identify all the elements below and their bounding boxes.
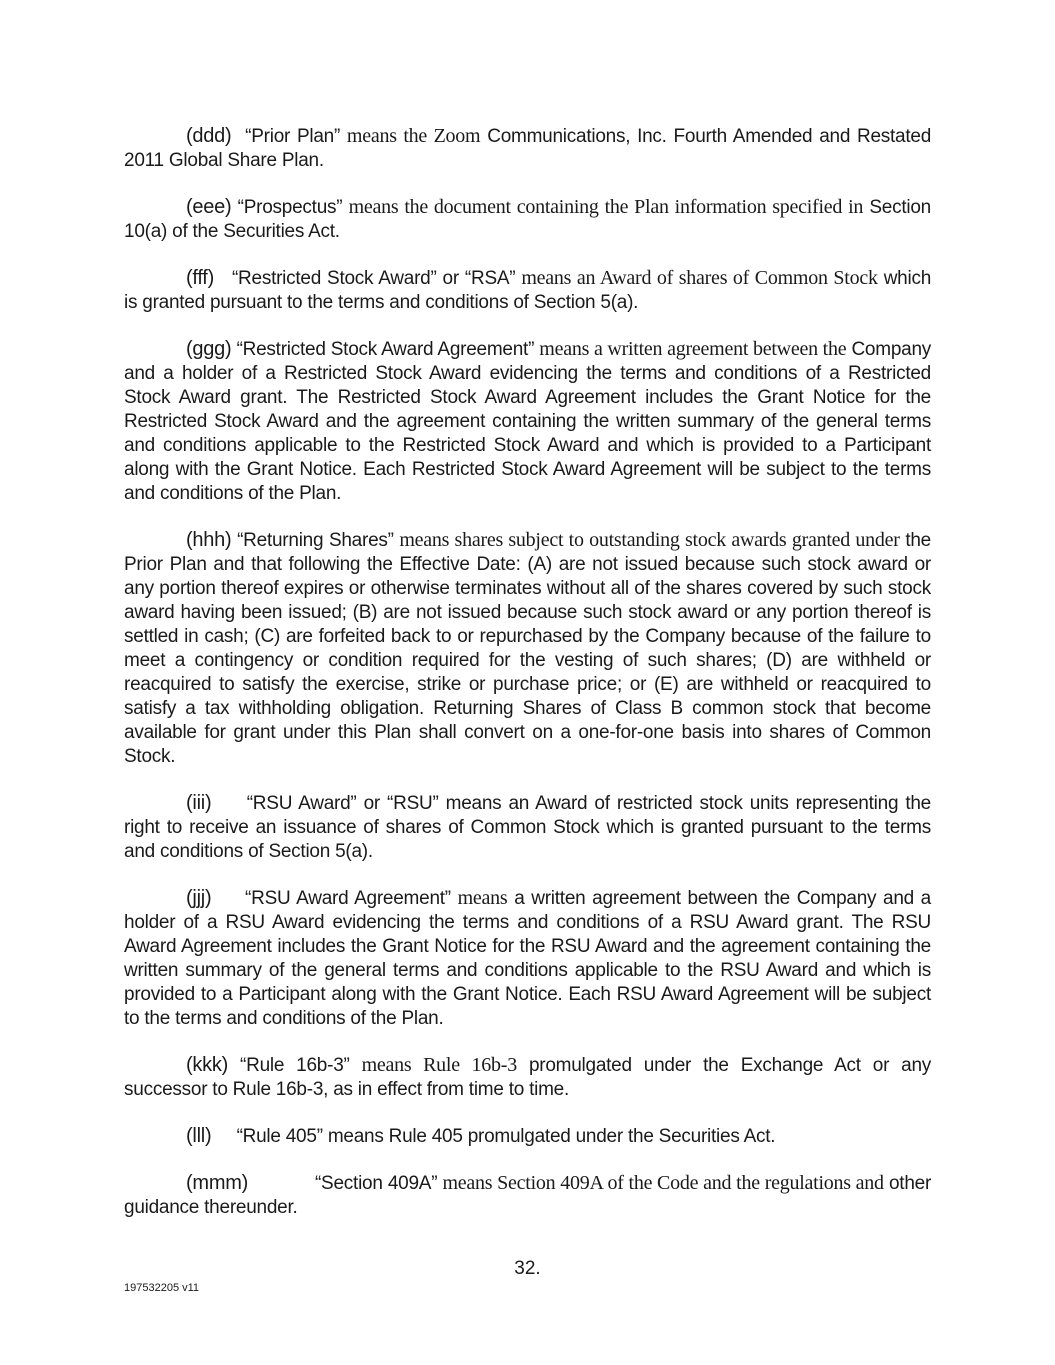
page-number: 32. [514, 1258, 541, 1279]
definition-eee [124, 195, 931, 244]
definition-text: which is granted pursuant to the terms and conditions of Section 5(a). [124, 268, 932, 313]
definition-means: means Section 409A of the Code and the regulations and [442, 1172, 884, 1194]
definition-term: “Prior Plan” [245, 126, 341, 147]
definition-text: Section 10(a) of the Securities Act. [124, 197, 931, 242]
definition-means: means Rule 405 promulgated under the Securities Act. [327, 1126, 776, 1147]
definition-iii [124, 791, 931, 864]
definition-text: promulgated under the Exchange Act or any successor to Rule 16b-3, as in effect from time to time. [124, 1055, 932, 1100]
definition-mmm [124, 1171, 931, 1220]
definition-means: means an Award of shares of Common Stock [521, 267, 878, 289]
definition-text: Communications, Inc. Fourth Amended and Restated 2011 Global Share Plan. [124, 126, 932, 171]
definition-number: (hhh) [186, 529, 232, 551]
definition-means: means shares subject to outstanding stock awards granted under [399, 529, 900, 551]
definition-ggg [124, 337, 931, 506]
definition-text: the Prior Plan and that following the Effective Date: (A) are not issued because such stock award or any portion thereof expires or otherwise terminates without all of the shares covered by such stock award having been issued; (B) are not issued because such stock award or any portion thereof is settled in cash; (C) are forfeited back to or repurchased by the Company because of the failure to meet a contingency or condition required for the vesting of such shares; (D) are withheld or reacquired to satisfy the exercise, strike or purchase price; or (E) are withheld or reacquired to satisfy a tax withholding obligation. Returning Shares of Class B common stock that become available for grant under this Plan shall convert on a one-for-one basis into shares of Common Stock. [124, 530, 931, 767]
definition-term: “Restricted Stock Award Agreement” [236, 339, 535, 360]
document-id: 197532205 v11 [124, 1282, 200, 1294]
definition-text: Company and a holder of a Restricted Stock Award evidencing the terms and conditions of a Restricted Stock Award grant. The Restricted Stock Award Agreement includes the Grant Notice for the Restricted Stock Award and the agreement containing the written summary of the general terms and conditions applicable to the Restricted Stock Award and which is provided to a Participant along with the Grant Notice. Each Restricted Stock Award Agreement will be subject to the terms and conditions of the Plan. [124, 339, 932, 504]
document-body [124, 124, 931, 1242]
definition-ddd [124, 124, 931, 173]
definition-hhh [124, 528, 931, 769]
definition-number: (fff) [186, 267, 215, 289]
definition-term: “Section 409A” [314, 1173, 438, 1194]
definition-means: means the Zoom [346, 125, 481, 147]
definition-term: “Rule 16b-3” [240, 1055, 350, 1076]
definition-term: “Rule 405” [236, 1126, 323, 1147]
definition-text: other guidance thereunder. [124, 1173, 932, 1218]
definition-number: (iii) [186, 792, 212, 814]
definition-term: “Restricted Stock Award” or “RSA” [231, 268, 516, 289]
definition-term: “RSU Award Agreement” [245, 888, 451, 909]
definition-kkk [124, 1053, 931, 1102]
definition-means: means [457, 887, 508, 909]
definition-number: (jjj) [186, 887, 212, 909]
definition-term: “RSU Award” or “RSU” [246, 793, 439, 814]
definition-term: “Returning Shares” [237, 530, 394, 551]
definition-term: “Prospectus” [237, 197, 343, 218]
definition-number: (eee) [186, 196, 232, 218]
definition-fff [124, 266, 931, 315]
definition-number: (kkk) [186, 1054, 229, 1076]
definition-number: (ggg) [186, 338, 232, 360]
definition-means: means the document containing the Plan information specified in [348, 196, 864, 218]
definition-means: means a written agreement between the [539, 338, 847, 360]
definition-number: (mmm) [186, 1172, 249, 1194]
definition-means: means Rule 16b-3 [361, 1054, 517, 1076]
definition-number: (lll) [186, 1125, 212, 1147]
definition-text: a written agreement between the Company and a holder of a RSU Award evidencing the terms and conditions of a RSU Award grant. The RSU Award Agreement includes the Grant Notice for the RSU Award and the agreement containing the written summary of the general terms and conditions applicable to the RSU Award and which is provided to a Participant along with the Grant Notice. Each RSU Award Agreement will be subject to the terms and conditions of the Plan. [124, 888, 931, 1029]
definition-lll [124, 1124, 931, 1149]
definition-text: the right to receive an issuance of shares of Common Stock which is granted pursuant to the terms and conditions of Section 5(a). [124, 793, 931, 862]
definition-number: (ddd) [186, 125, 232, 147]
definition-jjj [124, 886, 931, 1031]
definition-means: means an Award of restricted stock units representing [445, 793, 899, 814]
